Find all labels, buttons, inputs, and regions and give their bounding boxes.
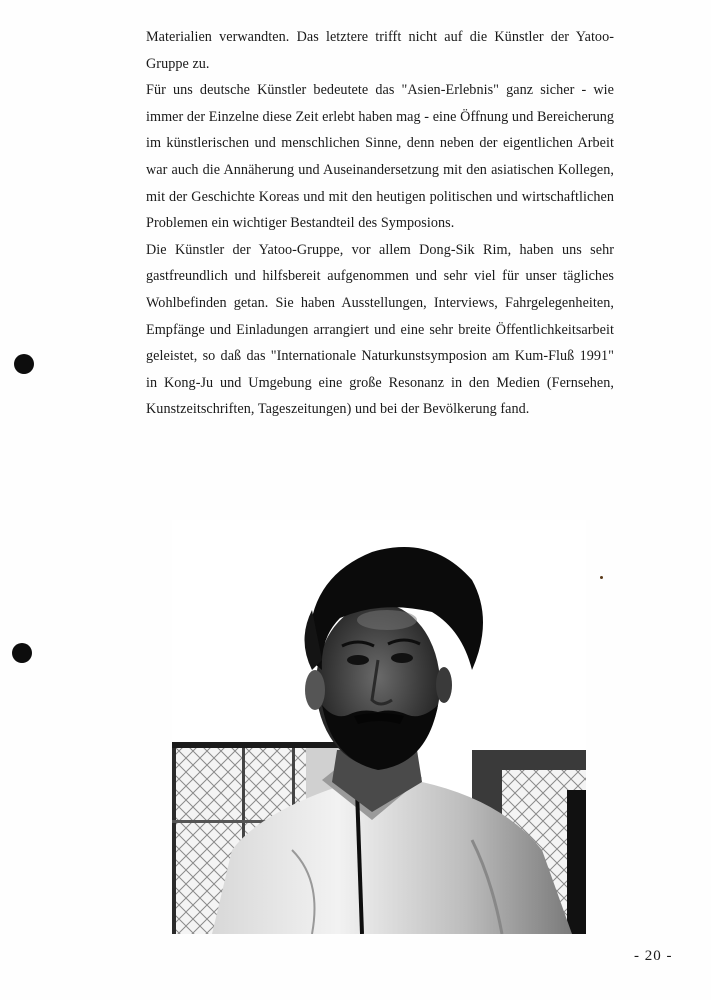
portrait-photo [172, 520, 586, 934]
punch-hole-top [14, 354, 34, 374]
portrait-photo-icon [172, 520, 586, 934]
paper-speck [600, 576, 603, 579]
page-number: - 20 - [634, 948, 673, 964]
punch-hole-bottom [12, 643, 32, 663]
paragraph-2: Für uns deutsche Künstler bedeutete das "Asien-Erlebnis" ganz sicher - wie immer der Einzelne diese Zeit erlebt haben mag - eine Öffnung und Bereicherung im künstlerischen und menschlichen Sinne, denn neben der eigentlichen Arbeit war auch die Annäherung und Auseinandersetzung mit den asiatischen Kollegen, mit der Geschichte Koreas und mit den heutigen politischen und wirtschaftlichen Problemen ein wichtiger Bestandteil des Symposions. [146, 82, 614, 232]
body-text [146, 24, 614, 423]
paragraph-3: Die Künstler der Yatoo-Gruppe, vor allem Dong-Sik Rim, haben uns sehr gastfreundlich und hilfsbereit aufgenommen und sehr viel für unser tägliches Wohlbefinden getan. Sie haben Ausstellungen, Interviews, Fahrgelegenheiten, Empfänge und Einladungen arrangiert und eine sehr breite Öffentlichkeitsarbeit geleistet, so daß das "Internationale Naturkunstsymposion am Kum-Fluß 1991" in Kong-Ju und Umgebung eine große Resonanz in den Medien (Fernsehen, Kunstzeitschriften, Tageszeitungen) und bei der Bevölkerung fand. [146, 241, 614, 418]
paragraph-1: Materialien verwandten. Das letztere trifft nicht auf die Künstler der Yatoo-Gruppe zu. [146, 29, 614, 72]
